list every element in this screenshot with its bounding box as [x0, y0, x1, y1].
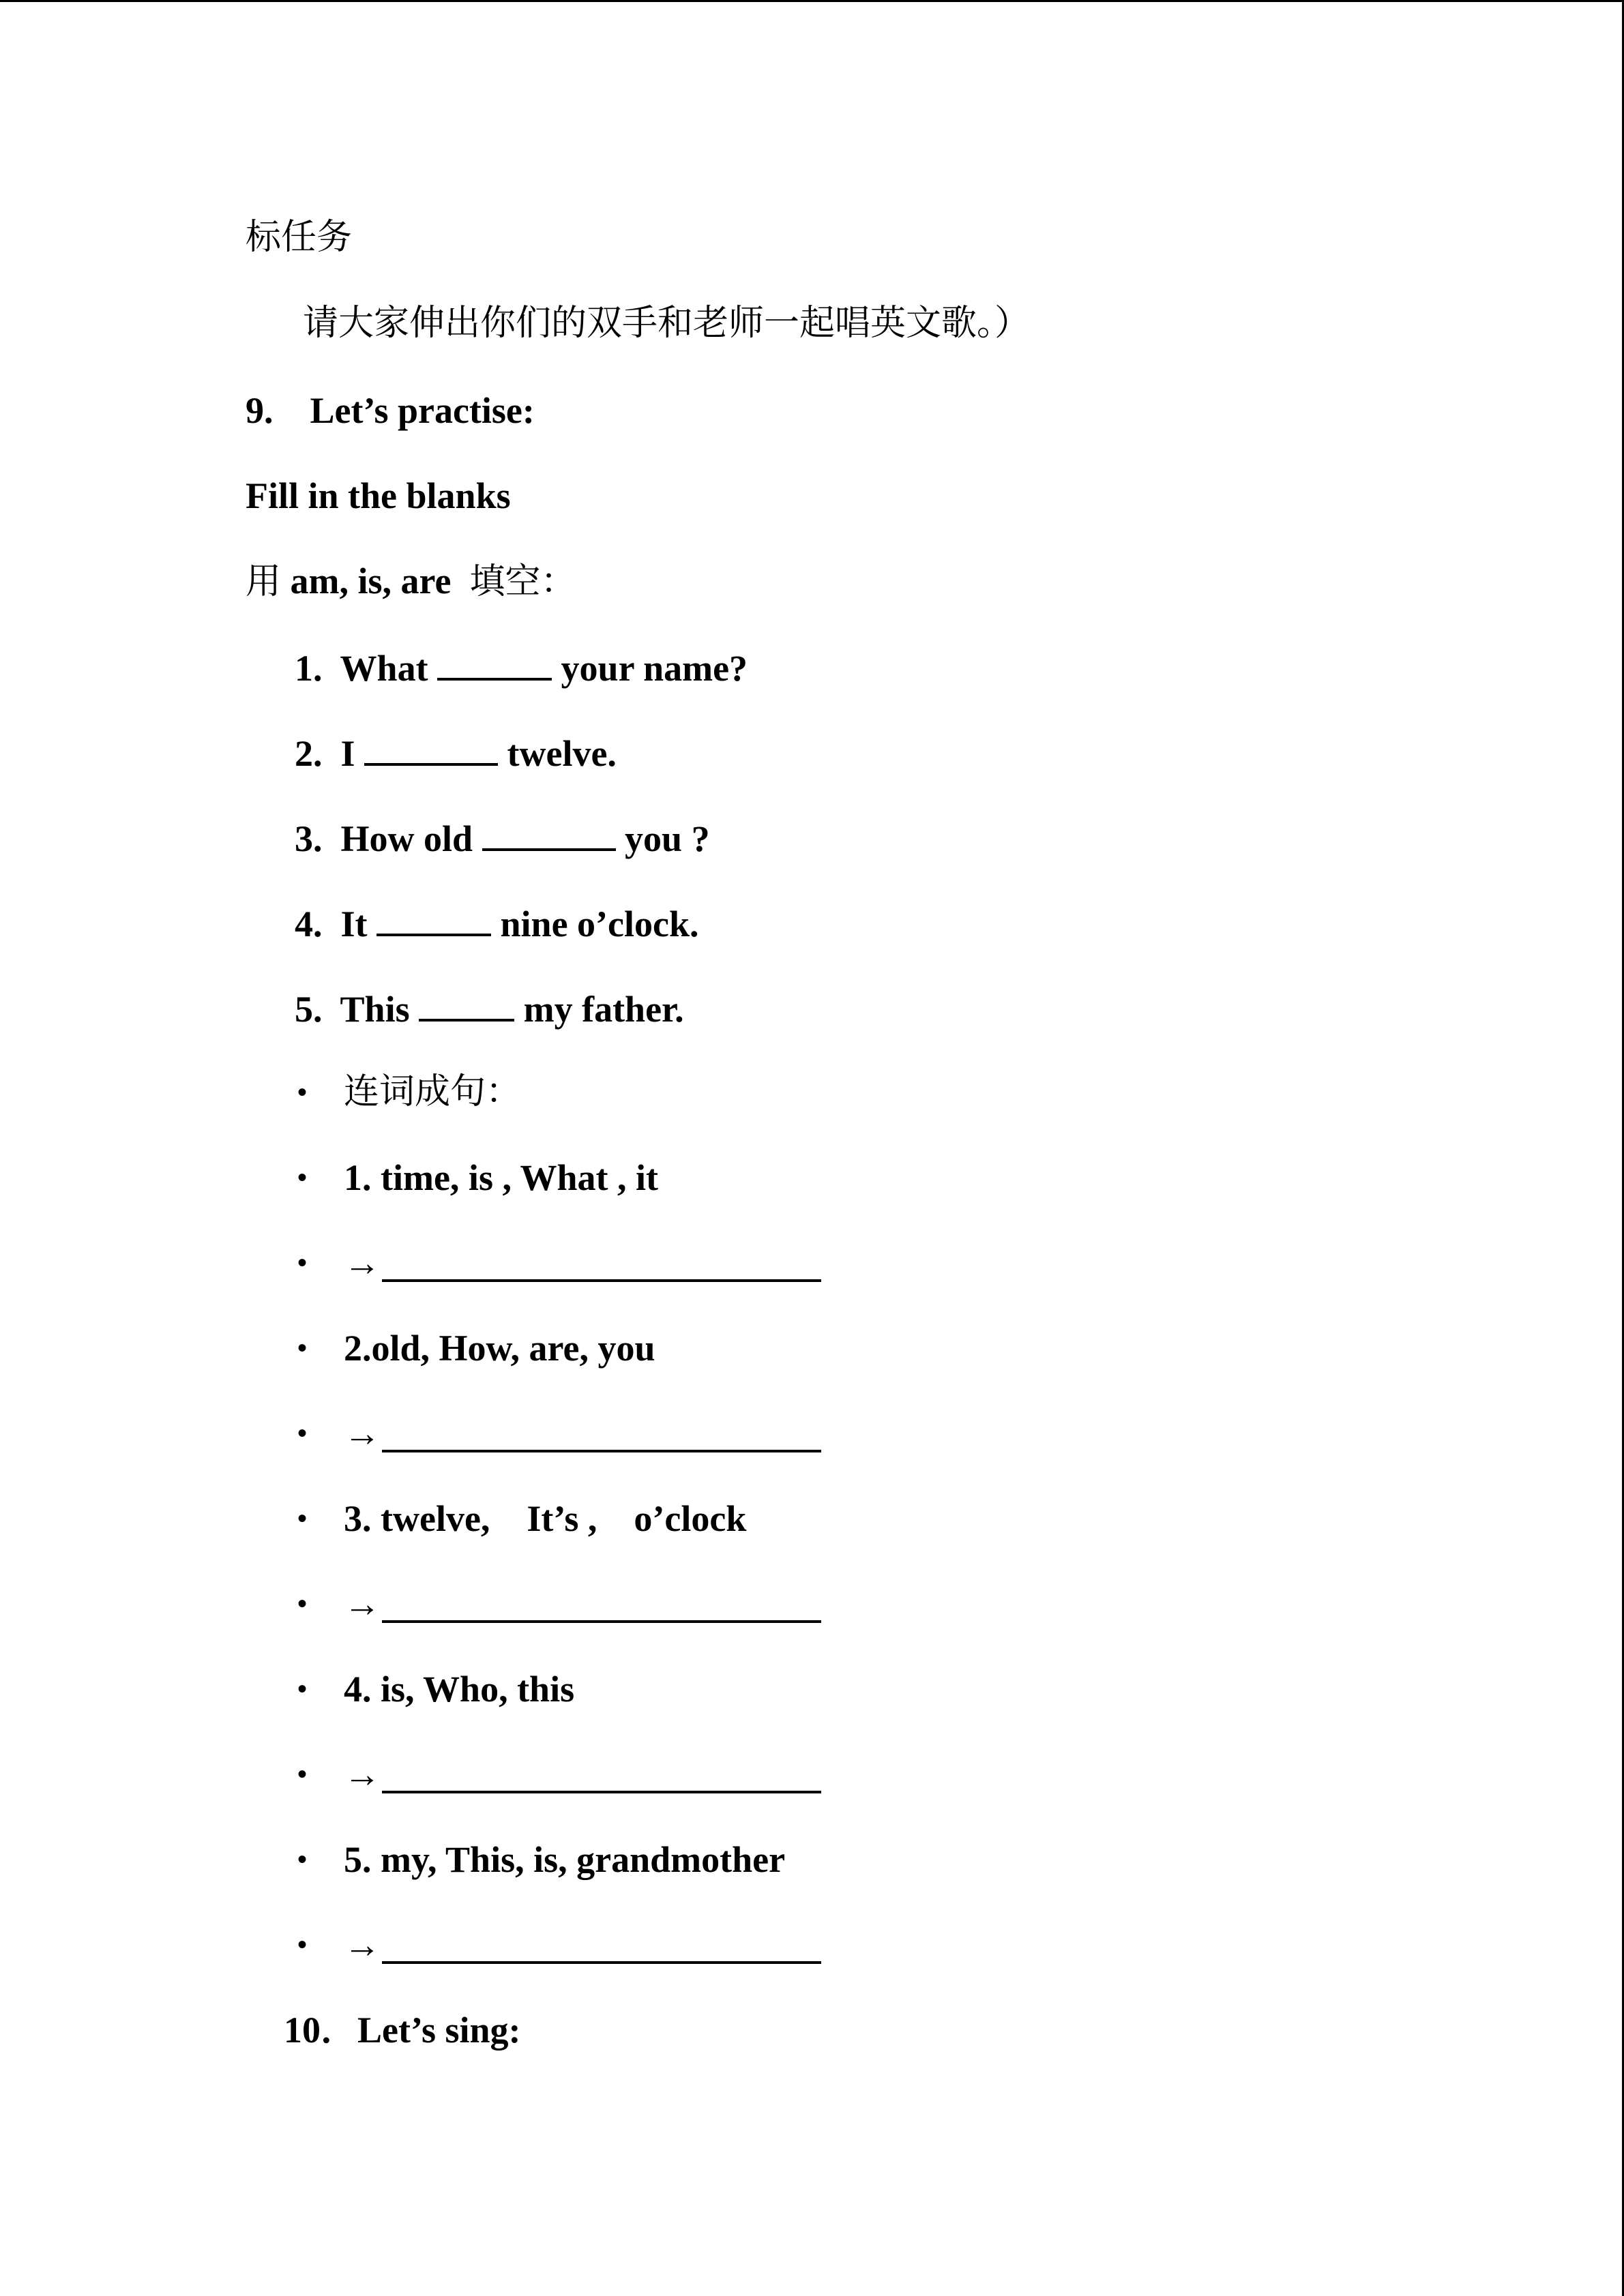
item-number: 1. [295, 648, 323, 689]
bullet-icon: • [297, 1588, 308, 1619]
reorder-item-1: 1. time, is , What , it [344, 1157, 658, 1198]
intro-line-2: 请大家伸出你们的双手和老师一起唱英文歌。） [303, 303, 1031, 344]
fill-blank-item-3 [295, 818, 710, 857]
bullet-icon: • [297, 1673, 308, 1704]
reorder-item-2: 2.old, How, are, you [344, 1328, 655, 1369]
answer-line-1[interactable] [382, 1279, 821, 1282]
item-after: you ? [625, 818, 710, 859]
bullet-icon: • [297, 1759, 308, 1789]
bullet-icon: • [297, 1418, 308, 1448]
item-after: twelve. [507, 733, 617, 774]
bullet-icon: • [297, 1077, 308, 1107]
fill-blank-item-4 [295, 904, 699, 942]
item-number: 4. [295, 904, 323, 944]
item-before: How old [340, 818, 473, 859]
answer-line-3[interactable] [382, 1620, 821, 1623]
item-number: 3. [295, 818, 323, 859]
item-after: my father. [523, 989, 684, 1030]
section-10-heading: 10．Let’s sing: [284, 2010, 521, 2051]
instruction-cn-suffix: 填空： [469, 561, 576, 602]
reorder-item-5: 5. my, This, is, grandmother [344, 1839, 786, 1880]
item-after: your name? [561, 648, 748, 689]
answer-line-2[interactable] [382, 1450, 821, 1452]
instruction-cn-prefix: 用 [246, 561, 282, 602]
arrow-icon: → [344, 1242, 381, 1283]
item-after: nine o’clock. [500, 904, 699, 944]
fill-blank-item-5 [295, 989, 684, 1028]
intro-line-1: 标任务 [246, 217, 353, 258]
reorder-item-3: 3. twelve, It’s , o’clock [344, 1498, 747, 1539]
reorder-title: 连词成句： [344, 1071, 522, 1112]
answer-blank[interactable] [419, 989, 514, 1022]
item-before: What [340, 648, 428, 689]
fill-blanks-instruction [246, 561, 576, 602]
instruction-words: am, is, are [290, 561, 452, 601]
item-before: This [340, 989, 410, 1030]
bullet-icon: • [297, 1929, 308, 1960]
arrow-icon: → [344, 1413, 381, 1454]
reorder-item-4: 4. is, Who, this [344, 1669, 575, 1710]
page-border-top [0, 0, 1624, 2]
fill-blank-item-1 [295, 648, 748, 687]
answer-blank[interactable] [377, 904, 491, 936]
arrow-icon: → [344, 1924, 381, 1965]
answer-blank[interactable] [364, 733, 498, 766]
fill-blank-item-2 [295, 733, 617, 772]
item-before: I [340, 733, 355, 774]
answer-blank[interactable] [482, 818, 616, 851]
fill-blanks-heading: Fill in the blanks [246, 475, 511, 516]
item-number: 5. [295, 989, 323, 1030]
answer-blank[interactable] [437, 648, 552, 681]
bullet-icon: • [297, 1332, 308, 1363]
item-before: It [340, 904, 368, 944]
section-9-heading: 9. Let’s practise: [246, 390, 535, 431]
bullet-icon: • [297, 1247, 308, 1278]
answer-line-4[interactable] [382, 1791, 821, 1793]
arrow-icon: → [344, 1583, 381, 1624]
bullet-icon: • [297, 1162, 308, 1193]
bullet-icon: • [297, 1844, 308, 1875]
arrow-icon: → [344, 1754, 381, 1795]
item-number: 2. [295, 733, 323, 774]
bullet-icon: • [297, 1503, 308, 1534]
answer-line-5[interactable] [382, 1961, 821, 1964]
